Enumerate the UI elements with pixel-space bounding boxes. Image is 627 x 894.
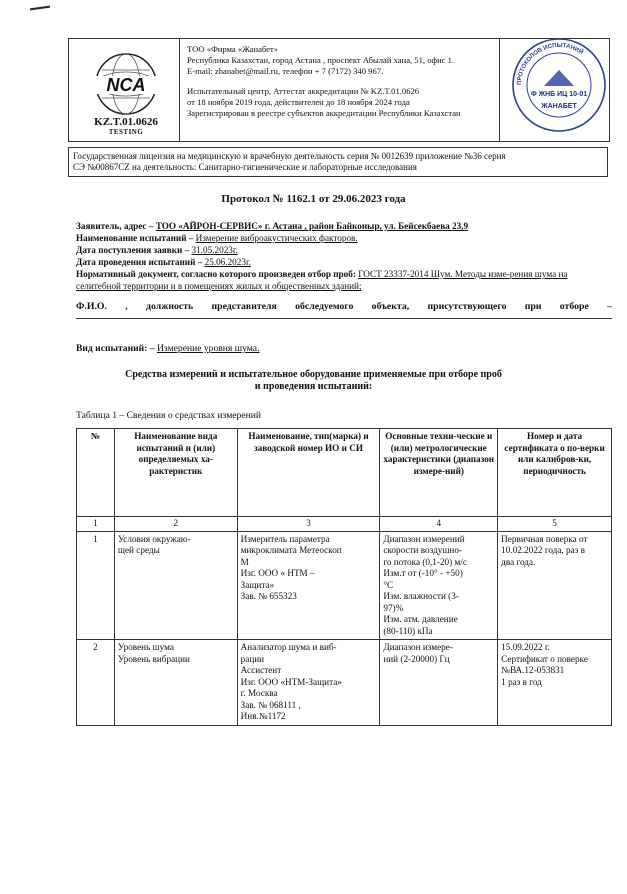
cell-line: Диапазон измерений: [383, 533, 465, 544]
cell-line: (80-110) кПа: [383, 625, 433, 636]
equipment-title-line: и проведения испытаний:: [254, 381, 373, 392]
cell-line: №ВА.12-053831: [501, 665, 565, 675]
cell-line: Анализатор шума и виб-: [240, 642, 337, 652]
cell-line: Изг. ООО «НТМ-Защита»: [240, 676, 342, 687]
cell-line: 1 раз в год: [501, 676, 542, 687]
cell-line: Диапазон измере-: [383, 642, 453, 652]
normative-label: Нормативный документ, согласно которого произведен отбор проб:: [76, 269, 359, 279]
table-header-cell: Наименование, тип(марка) и заводской номер ИО и СИ: [237, 429, 380, 517]
test-type-value: Измерение уровня шума.: [156, 343, 260, 354]
test-name-line: [76, 232, 612, 244]
cell-line: 15.09.2022 г.: [501, 642, 550, 652]
cell-line: рации: [240, 653, 265, 664]
column-number: 5: [498, 517, 612, 532]
scan-mark: [30, 6, 50, 11]
cell-line: Сертификат о поверке: [501, 653, 588, 664]
instruments-table: [76, 428, 612, 726]
accreditation-validity: от 18 ноября 2019 года, действителен до 18 ноября 2024 года: [187, 97, 410, 107]
test-date-value: 25.06.2023г.: [204, 257, 251, 267]
equipment-title-line: Средства измерений и испытательное оборудование применяемые при отборе проб: [125, 369, 502, 380]
table-header-cell: Основные техни-ческие и (или) метрологические характеристики (диапазон измере-ний): [380, 429, 498, 517]
table-header-cell: Номер и дата сертификата о по-верки или калибров-ки, периодичность: [498, 429, 612, 517]
cell-line: Измеритель параметра: [240, 533, 330, 544]
organization-stamp: [510, 36, 608, 134]
protocol-title: Протокол № 1162.1 от 29.06.2023 года: [221, 193, 406, 205]
signature-line: [76, 318, 612, 319]
license-line: СЭ №00867CZ на деятельность: Санитарно-гигиенические и лабораторные исследования: [73, 162, 417, 172]
test-type-line: [76, 343, 259, 354]
cell-line: Инв.№1172: [240, 711, 286, 721]
cell-line: Изг. ООО « НТМ –: [240, 568, 315, 578]
cell-line: скорости воздушно-: [383, 545, 462, 555]
normative-value: ГОСТ 23337-2014 Шум. Методы изме-рения шума на селитебной территории и в помещениях жилых и общественных зданий;: [76, 269, 568, 291]
svg-text:ПРОТОКОЛОВ ИСПЫТАНИЙ: ПРОТОКОЛОВ ИСПЫТАНИЙ: [516, 42, 584, 86]
cell-line: ний (2-20000) Гц: [383, 653, 450, 664]
test-kind-cell: [114, 640, 237, 726]
certificate-cell: [498, 531, 612, 640]
test-name-label: Наименование испытаний –: [76, 233, 196, 243]
normative-line: [76, 268, 612, 292]
accreditation-certificate: Испытательный центр, Аттестат аккредитации № KZ.T.01.0626: [187, 86, 420, 96]
cell-line: °С: [383, 579, 394, 590]
column-number: 4: [380, 517, 498, 532]
specs-cell: [380, 531, 498, 640]
test-date-label: Дата проведения испытаний –: [76, 257, 205, 267]
organization-info: [187, 44, 492, 119]
request-date-label: Дата поступления заявки –: [76, 245, 192, 255]
representative-line: Ф.И.О. , должность представителя обследуемого объекта, присутствующего при отборе –: [76, 301, 612, 312]
logo-subtitle: TESTING: [108, 128, 144, 136]
table-header-cell: Наименование вида испытаний и (или) определяемых ха-рактеристик: [114, 429, 237, 517]
table-row: [77, 531, 612, 640]
cell-line: Зав. № 068111 ,: [240, 699, 301, 710]
cell-line: Изм. атм. давление: [383, 614, 458, 624]
cell-line: 97)%: [383, 602, 404, 613]
org-contacts: E-mail: zhanabet@mail.ru, телефон + 7 (7172) 340 967.: [187, 66, 384, 76]
cell-line: Изм. влажности (3-: [383, 591, 459, 601]
cell-line: Условия окружаю-: [117, 533, 191, 544]
cell-line: М: [240, 556, 249, 567]
cell-line: г. Москва: [240, 688, 278, 698]
svg-text:NCA: NCA: [106, 75, 146, 95]
applicant-label: Заявитель, адрес –: [76, 221, 156, 231]
license-box: [68, 147, 608, 177]
cell-line: го потока (0,1-20) м/с: [383, 556, 467, 567]
table-header-row: [77, 429, 612, 517]
cell-line: два года.: [501, 556, 536, 567]
applicant-line: [76, 220, 612, 232]
protocol-info: [76, 220, 612, 292]
svg-text:Ф ЖНБ ИЦ 10-01: Ф ЖНБ ИЦ 10-01: [530, 91, 588, 98]
cell-line: Ассистент: [240, 665, 282, 675]
request-date-line: [76, 244, 612, 256]
header-divider: [499, 39, 500, 141]
cell-line: Уровень вибрации: [117, 653, 190, 664]
specs-cell: [380, 640, 498, 726]
device-cell: [237, 531, 380, 640]
equipment-title: [0, 369, 627, 393]
cell-line: Изм.т от (-10° - +50): [383, 568, 463, 578]
org-name: ТОО «Фирма «Жанабет»: [187, 44, 279, 54]
table-caption: Таблица 1 – Сведения о средствах измерений: [76, 410, 261, 421]
org-address: Республика Казахстан, город Астана , проспект Абылай хана, 51, офис 1.: [187, 55, 455, 65]
cell-line: Уровень шума: [117, 642, 174, 652]
row-number: 1: [77, 531, 115, 640]
column-number: 1: [77, 517, 115, 532]
test-name-value: Измерение виброакустических факторов.: [195, 233, 358, 243]
column-number: 2: [114, 517, 237, 532]
registry-note: Зарегистрирован в реестре субъектов аккредитации Республики Казахстан: [187, 108, 461, 118]
header-divider: [179, 39, 180, 141]
device-cell: [237, 640, 380, 726]
cell-line: микроклимата Метеоскоп: [240, 545, 342, 555]
request-date-value: 31.05.2023г.: [191, 245, 238, 255]
test-type-label: Вид испытаний: –: [76, 343, 157, 354]
column-number-row: [77, 517, 612, 532]
license-line: Государственная лицензия на медицинскую и врачебную деятельность серия № 0012639 приложение №36 серия: [73, 151, 506, 161]
test-kind-cell: [114, 531, 237, 640]
row-number: 2: [77, 640, 115, 726]
cell-line: Защита»: [240, 579, 275, 590]
cell-line: 10.02.2022 года, раз в: [501, 545, 585, 555]
test-date-line: [76, 256, 612, 268]
table-row: [77, 640, 612, 726]
cell-line: щей среды: [117, 545, 160, 555]
table-header-cell: №: [77, 429, 115, 517]
cell-line: Первичная поверка от: [501, 533, 588, 544]
column-number: 3: [237, 517, 380, 532]
accreditation-code: KZ.T.01.0626: [94, 116, 158, 128]
applicant-value: ТОО «АЙРОН-СЕРВИС» г. Астана , район Байконыр, ул. Бейсекбаева 23,9: [155, 221, 469, 231]
svg-text:ЖАНАБЕТ: ЖАНАБЕТ: [541, 103, 577, 110]
cell-line: Зав. № 655323: [240, 591, 297, 601]
certificate-cell: [498, 640, 612, 726]
